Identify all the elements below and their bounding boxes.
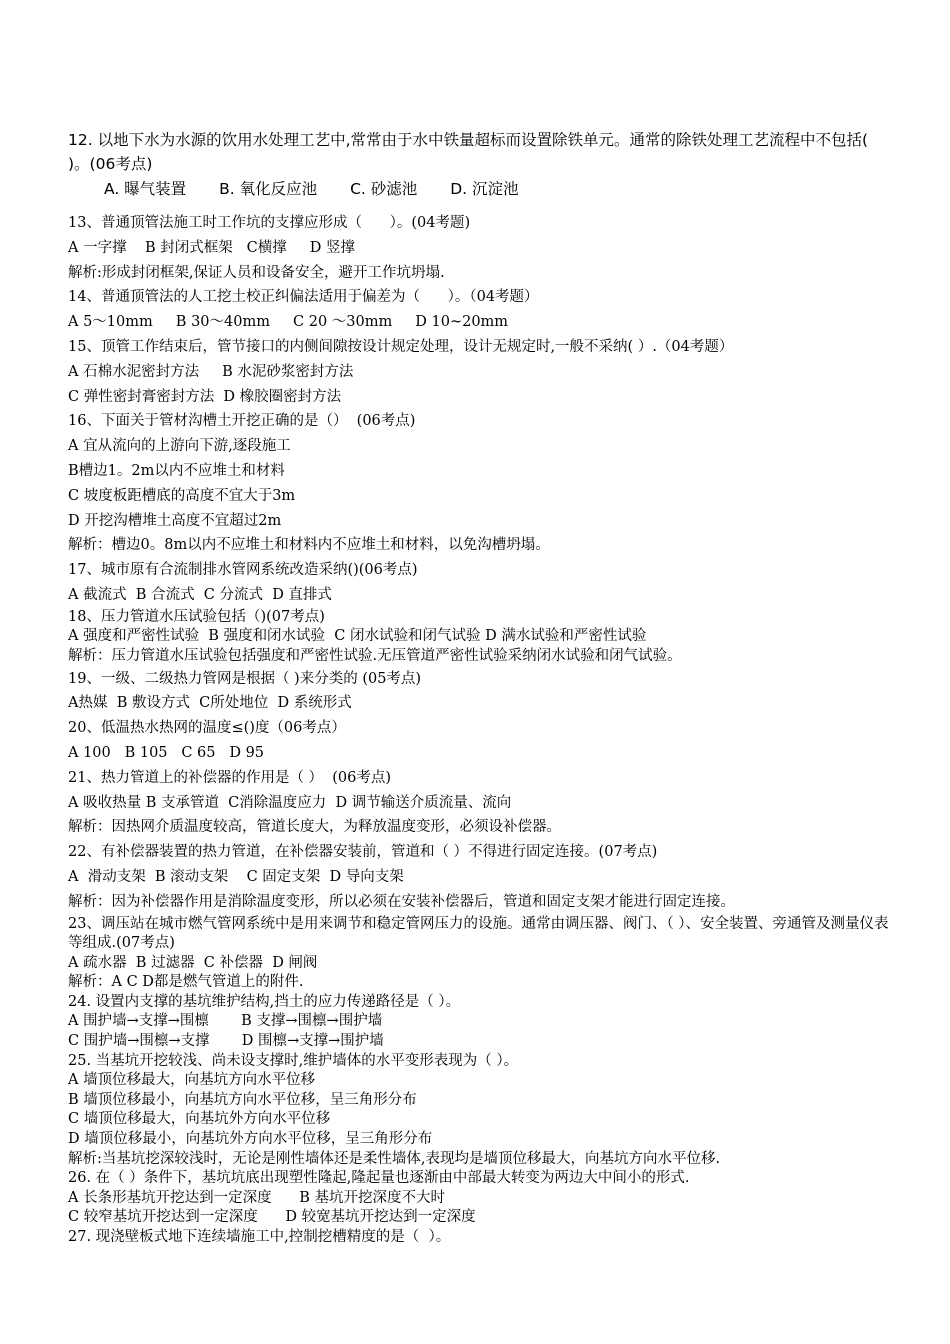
text-line: 解析：A C D都是燃气管道上的附件.	[68, 974, 304, 991]
text-line: 15、顶管工作结束后，管节接口的内侧间隙按设计规定处理，设计无规定时,一般不采纳( ）.（04考题）	[68, 338, 734, 355]
text-line: 26. 在（ ）条件下，基坑坑底出现塑性隆起,隆起量也逐渐由中部最大转变为两边大中间小的形式.	[68, 1170, 690, 1187]
text-line: C 弹性密封膏密封方法 D 橡胶圈密封方法	[68, 388, 342, 405]
text-line: 23、调压站在城市燃气管网系统中是用来调节和稳定管网压力的设施。通常由调压器、阀门、（ ）、安全装置、旁通管及测量仪表等组成.(07考点)	[68, 915, 889, 952]
text-line: A 100 B 105 C 65 D 95	[68, 744, 265, 761]
question-12-options	[68, 177, 890, 201]
text-line: 20、低温热水热网的温度≤()度（06考点）	[68, 720, 346, 737]
text-line: C 围护墙→围檩→支撑 D 围檩→支撑→围护墙	[68, 1033, 384, 1050]
text-line: 18、压力管道水压试验包括（)(07考点)	[68, 608, 325, 625]
text-line: A 吸收热量 B 支承管道 C消除温度应力 D 调节输送介质流量、流向	[68, 794, 512, 811]
text-line: 13、普通顶管法施工时工作坑的支撑应形成（ ）。(04考题)	[68, 215, 471, 231]
text-line: A 宜从流向的上游向下游,逐段施工	[68, 438, 291, 455]
text-line: 19、一级、二级热力管网是根据（ )来分类的 (05考点)	[68, 670, 422, 687]
text-line: B 墙顶位移最小，向基坑方向水平位移，呈三角形分布	[68, 1091, 417, 1108]
text-line: 25. 当基坑开挖较浅、尚未设支撑时,维护墙体的水平变形表现为（ ）。	[68, 1052, 519, 1069]
text-line: B槽边1。2m以内不应堆土和材料	[68, 462, 285, 479]
text-line: 解析:形成封闭框架,保证人员和设备安全，避开工作坑坍塌.	[68, 264, 445, 281]
text-line: A 疏水器 B 过滤器 C 补偿器 D 闸阀	[68, 954, 318, 971]
text-line: A 石棉水泥密封方法 B 水泥砂浆密封方法	[68, 363, 354, 380]
text-line: A 滑动支架 B 滚动支架 C 固定支架 D 导向支架	[68, 868, 404, 885]
question-12-option-b: B. 氧化反应池	[219, 180, 318, 198]
text-line: A 墙顶位移最大，向基坑方向水平位移	[68, 1072, 316, 1089]
question-12-option-c: C. 砂滤池	[350, 180, 418, 198]
text-line: C 墙顶位移最大，向基坑外方向水平位移	[68, 1111, 331, 1128]
text-line: A热媒 B 敷设方式 C所处地位 D 系统形式	[68, 695, 352, 712]
text-line: A 强度和严密性试验 B 强度和闭水试验 C 闭水试验和闭气试验 D 满水试验和严密性试验	[68, 628, 647, 645]
text-line: A 一字撑 B 封闭式框架 C横撑 D 竖撑	[68, 239, 355, 256]
text-line: A 围护墙→支撑→围檩 B 支撑→围檩→围护墙	[68, 1013, 383, 1030]
text-line: D 墙顶位移最小，向基坑外方向水平位移，呈三角形分布	[68, 1131, 433, 1148]
question-list	[68, 211, 890, 1248]
text-line: A 截流式 B 合流式 C 分流式 D 直排式	[68, 586, 332, 603]
text-line: 27. 现浇壁板式地下连续墙施工中,控制挖槽精度的是（ ）。	[68, 1229, 451, 1245]
text-line: A 5～10mm B 30～40mm C 20 ～30mm D 10~20mm	[68, 314, 509, 331]
text-line: 解析：因为补偿器作用是消除温度变形，所以必须在安装补偿器后，管道和固定支架才能进行固定连接。	[68, 893, 735, 910]
text-line: A 长条形基坑开挖达到一定深度 B 基坑开挖深度不大时	[68, 1189, 445, 1206]
text-line: 21、热力管道上的补偿器的作用是（ ） (06考点)	[68, 769, 392, 786]
text-line: D 开挖沟槽堆土高度不宜超过2m	[68, 512, 282, 529]
text-line: 解析：槽边0。8m以内不应堆土和材料内不应堆土和材料，以免沟槽坍塌。	[68, 537, 550, 554]
text-line: C 坡度板距槽底的高度不宜大于3m	[68, 487, 296, 504]
text-line: 解析：因热网介质温度较高，管道长度大，为释放温度变形，必须设补偿器。	[68, 819, 561, 836]
question-12-stem: 12. 以地下水为水源的饮用水处理工艺中,常常由于水中铁量超标而设置除铁单元。通常的除铁处理工艺流程中不包括( )。(06考点)	[68, 131, 869, 173]
text-line: 22、有补偿器装置的热力管道，在补偿器安装前，管道和（ ）不得进行固定连接。(07考点)	[68, 844, 658, 861]
text-line: 17、城市原有合流制排水管网系统改造采纳()(06考点)	[68, 562, 418, 579]
question-12-option-d: D. 沉淀池	[450, 180, 519, 198]
question-12-option-a: A. 曝气装置	[104, 180, 187, 198]
question-12	[68, 128, 890, 201]
text-line: 解析：压力管道水压试验包括强度和严密性试验.无压管道严密性试验采纳闭水试验和闭气试验。	[68, 647, 682, 664]
text-line: 解析:当基坑挖深较浅时，无论是刚性墙体还是柔性墙体,表现均是墙顶位移最大，向基坑方向水平位移.	[68, 1150, 721, 1167]
text-line: C 较窄基坑开挖达到一定深度 D 较宽基坑开挖达到一定深度	[68, 1209, 476, 1226]
text-line: 24. 设置内支撑的基坑维护结构,挡土的应力传递路径是（ ）。	[68, 993, 461, 1010]
text-line: 14、普通顶管法的人工挖土校正纠偏法适用于偏差为（ ）。（04考题）	[68, 289, 539, 306]
text-line: 16、下面关于管材沟槽土开挖正确的是（） (06考点)	[68, 413, 416, 430]
